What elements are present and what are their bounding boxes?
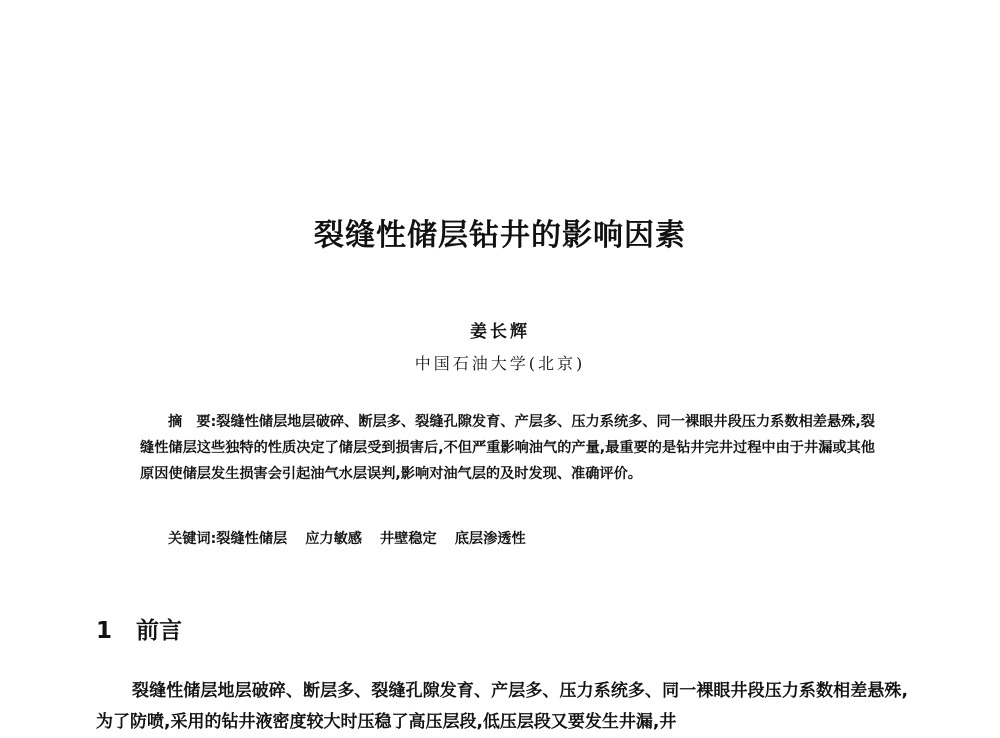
body-paragraph: 裂缝性储层地层破碎、断层多、裂缝孔隙发育、产层多、压力系统多、同一裸眼井段压力系数相差悬殊,为了防喷,采用的钻井液密度较大时压稳了高压层段,低压层段又要发生井漏,井 (96, 681, 908, 732)
author-affiliation: 中国石油大学(北京) (414, 354, 586, 373)
section-title: 前言 (136, 618, 182, 644)
keyword-item: 应力敏感 (305, 531, 362, 547)
keywords (168, 526, 868, 552)
abstract-label: 摘 要: (168, 414, 217, 430)
paper-title: 裂缝性储层钻井的影响因素 (314, 218, 686, 253)
keyword-item: 井壁稳定 (379, 531, 437, 547)
abstract (140, 409, 875, 487)
keyword-item: 裂缝性储层 (216, 531, 288, 547)
section-heading (96, 612, 182, 645)
keyword-item: 底层渗透性 (454, 531, 526, 547)
author-name: 姜长辉 (470, 322, 530, 342)
keywords-label: 关键词: (168, 531, 217, 547)
section-number: 1 (96, 618, 113, 644)
abstract-text: 裂缝性储层地层破碎、断层多、裂缝孔隙发育、产层多、压力系统多、同一裸眼井段压力系数相差悬殊,裂缝性储层这些独特的性质决定了储层受到损害后,不但严重影响油气的产量,最重要的是钻井完井过程中由于井漏或其他原因使储层发生损害会引起油气水层误判,影响对油气层的及时发现、准确评价。 (140, 414, 875, 482)
